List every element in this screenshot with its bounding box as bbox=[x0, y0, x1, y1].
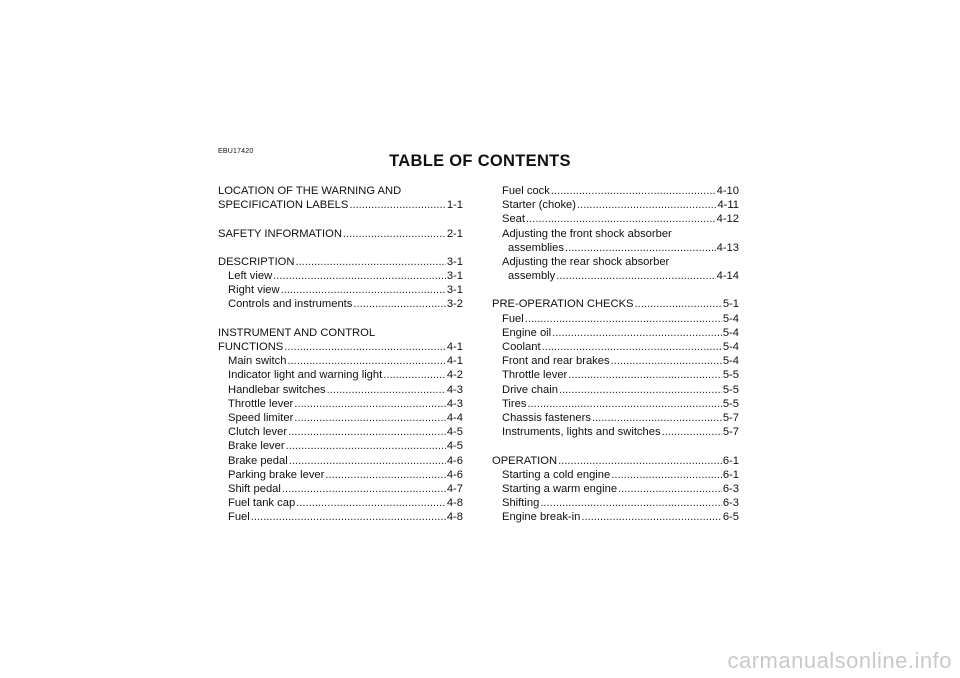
toc-entry-location-line1: LOCATION OF THE WARNING AND bbox=[218, 185, 402, 197]
toc-leader-dots bbox=[540, 496, 722, 510]
toc-label: FUNCTIONS bbox=[218, 341, 284, 354]
toc-page: 4-14 bbox=[716, 270, 739, 283]
toc-subentry[interactable] bbox=[492, 411, 739, 425]
toc-subentry[interactable] bbox=[492, 198, 739, 212]
toc-entry-front-shock-line1: Adjusting the front shock absorber bbox=[502, 227, 672, 240]
document-code: EBU17420 bbox=[218, 148, 254, 155]
toc-subentry[interactable] bbox=[492, 368, 739, 382]
toc-label: Front and rear brakes bbox=[502, 355, 610, 368]
toc-leader-dots bbox=[568, 368, 722, 382]
toc-label: Left view bbox=[228, 270, 273, 283]
toc-entry-operation[interactable] bbox=[492, 454, 739, 468]
toc-label: Clutch lever bbox=[228, 426, 288, 439]
toc-entry-pre-operation[interactable] bbox=[492, 298, 739, 312]
toc-label: Controls and instruments bbox=[228, 298, 353, 311]
toc-label: PRE-OPERATION CHECKS bbox=[492, 298, 634, 311]
toc-label: Brake pedal bbox=[228, 454, 288, 467]
toc-subentry[interactable] bbox=[218, 397, 463, 411]
toc-leader-dots bbox=[353, 297, 445, 311]
toc-label: Engine oil bbox=[502, 326, 552, 339]
toc-label: Speed limiter bbox=[228, 411, 294, 424]
toc-page: 4-4 bbox=[446, 411, 463, 424]
toc-page: 5-4 bbox=[722, 341, 739, 354]
toc-leader-dots bbox=[294, 397, 446, 411]
toc-label: Instruments, lights and switches bbox=[502, 426, 661, 439]
toc-leader-dots bbox=[296, 496, 446, 510]
toc-entry-instrument-line1: INSTRUMENT AND CONTROL bbox=[218, 326, 376, 339]
toc-subentry[interactable] bbox=[492, 510, 739, 524]
toc-leader-dots bbox=[289, 454, 446, 468]
toc-leader-dots bbox=[526, 212, 716, 226]
toc-subentry[interactable] bbox=[218, 425, 463, 439]
toc-page: 5-5 bbox=[722, 383, 739, 396]
toc-leader-dots bbox=[284, 340, 446, 354]
toc-subentry[interactable] bbox=[218, 383, 463, 397]
toc-page: 4-6 bbox=[446, 454, 463, 467]
toc-subentry[interactable] bbox=[218, 368, 463, 382]
toc-leader-dots bbox=[273, 269, 446, 283]
toc-leader-dots bbox=[251, 510, 446, 524]
toc-left-column bbox=[218, 184, 463, 525]
toc-page: 4-5 bbox=[446, 426, 463, 439]
toc-leader-dots bbox=[288, 425, 446, 439]
toc-leader-dots bbox=[618, 482, 722, 496]
toc-subentry[interactable] bbox=[492, 354, 739, 368]
toc-subentry[interactable] bbox=[218, 482, 463, 496]
toc-page: 6-1 bbox=[722, 454, 739, 467]
toc-subentry[interactable] bbox=[218, 269, 463, 283]
toc-subentry-rear-shock[interactable] bbox=[492, 269, 739, 283]
toc-leader-dots bbox=[577, 198, 716, 212]
toc-label: Tires bbox=[502, 397, 527, 410]
toc-leader-dots bbox=[281, 283, 446, 297]
toc-label: Brake lever bbox=[228, 440, 285, 453]
toc-label: Chassis fasteners bbox=[502, 411, 591, 424]
toc-subentry[interactable] bbox=[218, 354, 463, 368]
toc-label: DESCRIPTION bbox=[218, 255, 295, 268]
toc-page: 4-3 bbox=[446, 397, 463, 410]
toc-subentry[interactable] bbox=[492, 312, 739, 326]
toc-label: SPECIFICATION LABELS bbox=[218, 199, 349, 212]
toc-entry-rear-shock-line1: Adjusting the rear shock absorber bbox=[502, 255, 670, 268]
toc-subentry[interactable] bbox=[492, 383, 739, 397]
toc-page: 2-1 bbox=[446, 227, 463, 240]
toc-leader-dots bbox=[611, 354, 722, 368]
toc-page: 4-1 bbox=[446, 341, 463, 354]
toc-subentry[interactable] bbox=[218, 454, 463, 468]
toc-leader-dots bbox=[635, 297, 722, 311]
toc-page: 4-12 bbox=[716, 213, 739, 226]
toc-leader-dots bbox=[551, 184, 716, 198]
toc-label: SAFETY INFORMATION bbox=[218, 227, 342, 240]
toc-page: 5-4 bbox=[722, 312, 739, 325]
toc-subentry[interactable] bbox=[218, 510, 463, 524]
toc-page: 4-2 bbox=[446, 369, 463, 382]
toc-leader-dots bbox=[287, 354, 445, 368]
toc-leader-dots bbox=[559, 383, 722, 397]
toc-subentry[interactable] bbox=[492, 496, 739, 510]
toc-leader-dots bbox=[527, 397, 721, 411]
toc-leader-dots bbox=[542, 340, 722, 354]
toc-page: 6-1 bbox=[722, 468, 739, 481]
toc-label: Starter (choke) bbox=[502, 199, 576, 212]
toc-leader-dots bbox=[556, 269, 715, 283]
toc-leader-dots bbox=[581, 510, 721, 524]
toc-page: 3-1 bbox=[446, 284, 463, 297]
toc-leader-dots bbox=[282, 482, 446, 496]
toc-label: Seat bbox=[502, 213, 526, 226]
toc-page: 6-3 bbox=[722, 497, 739, 510]
toc-page: 4-5 bbox=[446, 440, 463, 453]
toc-label: Fuel bbox=[228, 511, 250, 524]
toc-label: Engine break-in bbox=[502, 511, 581, 524]
toc-page: 4-11 bbox=[717, 199, 739, 212]
toc-subentry[interactable] bbox=[492, 468, 739, 482]
toc-label: Indicator light and warning light bbox=[228, 369, 383, 382]
toc-label: Shifting bbox=[502, 497, 540, 510]
toc-page: 5-4 bbox=[722, 355, 739, 368]
toc-leader-dots bbox=[327, 383, 446, 397]
toc-entry-safety[interactable] bbox=[218, 227, 463, 241]
toc-leader-dots bbox=[343, 227, 446, 241]
toc-label: Fuel cock bbox=[502, 184, 550, 197]
toc-leader-dots bbox=[558, 454, 722, 468]
toc-page: 3-1 bbox=[446, 255, 463, 268]
toc-page: 6-5 bbox=[722, 511, 739, 524]
toc-label: Throttle lever bbox=[228, 397, 294, 410]
toc-label: Fuel bbox=[502, 312, 524, 325]
page-title: TABLE OF CONTENTS bbox=[389, 152, 571, 170]
toc-page: 3-2 bbox=[446, 298, 463, 311]
toc-label: Parking brake lever bbox=[228, 468, 325, 481]
toc-page: 4-8 bbox=[446, 511, 463, 524]
toc-page: 4-10 bbox=[716, 184, 739, 197]
toc-leader-dots bbox=[592, 411, 722, 425]
toc-subentry[interactable] bbox=[218, 439, 463, 453]
toc-page: 1-1 bbox=[446, 199, 463, 212]
toc-subentry-front-shock[interactable] bbox=[492, 241, 739, 255]
toc-page: 4-13 bbox=[716, 241, 739, 254]
watermark: carmanualsonline.info bbox=[727, 648, 952, 673]
toc-page: 4-3 bbox=[446, 383, 463, 396]
toc-leader-dots bbox=[383, 368, 446, 382]
toc-subentry[interactable] bbox=[492, 425, 739, 439]
toc-label: Drive chain bbox=[502, 383, 558, 396]
toc-entry-location[interactable] bbox=[218, 198, 463, 212]
toc-leader-dots bbox=[295, 255, 445, 269]
toc-page: 6-3 bbox=[722, 482, 739, 495]
toc-page: 5-5 bbox=[722, 397, 739, 410]
toc-label: Starting a warm engine bbox=[502, 482, 618, 495]
toc-subentry[interactable] bbox=[218, 411, 463, 425]
toc-leader-dots bbox=[662, 425, 722, 439]
toc-label: Right view bbox=[228, 284, 280, 297]
toc-leader-dots bbox=[325, 468, 445, 482]
toc-page: 5-5 bbox=[722, 369, 739, 382]
toc-leader-dots bbox=[552, 326, 722, 340]
toc-label: Main switch bbox=[228, 355, 287, 368]
toc-page: 4-7 bbox=[446, 482, 463, 495]
toc-entry-description[interactable] bbox=[218, 255, 463, 269]
toc-page: 4-6 bbox=[446, 468, 463, 481]
toc-leader-dots bbox=[286, 439, 446, 453]
toc-subentry[interactable] bbox=[492, 482, 739, 496]
toc-label: Fuel tank cap bbox=[228, 497, 296, 510]
toc-page: 5-7 bbox=[722, 426, 739, 439]
toc-label: Shift pedal bbox=[228, 482, 281, 495]
toc-page: 4-8 bbox=[446, 497, 463, 510]
toc-label: assemblies bbox=[508, 241, 564, 254]
toc-subentry[interactable] bbox=[218, 298, 463, 312]
toc-entry-instrument[interactable] bbox=[218, 340, 463, 354]
toc-page: 4-1 bbox=[446, 355, 463, 368]
toc-subentry[interactable] bbox=[492, 340, 739, 354]
toc-page: 5-4 bbox=[722, 326, 739, 339]
toc-label: assembly bbox=[508, 270, 556, 283]
toc-subentry[interactable] bbox=[492, 326, 739, 340]
toc-page: 3-1 bbox=[446, 270, 463, 283]
toc-subentry[interactable] bbox=[492, 212, 739, 226]
toc-subentry[interactable] bbox=[492, 184, 739, 198]
toc-label: OPERATION bbox=[492, 454, 558, 467]
toc-leader-dots bbox=[565, 241, 716, 255]
toc-label: Throttle lever bbox=[502, 369, 568, 382]
toc-page: 5-7 bbox=[722, 411, 739, 424]
toc-label: Handlebar switches bbox=[228, 383, 326, 396]
toc-subentry[interactable] bbox=[492, 397, 739, 411]
toc-subentry[interactable] bbox=[218, 496, 463, 510]
toc-right-column bbox=[492, 184, 739, 525]
toc-label: Coolant bbox=[502, 341, 541, 354]
toc-subentry[interactable] bbox=[218, 468, 463, 482]
toc-leader-dots bbox=[611, 468, 722, 482]
toc-page: 5-1 bbox=[722, 298, 739, 311]
toc-leader-dots bbox=[525, 312, 722, 326]
toc-subentry[interactable] bbox=[218, 283, 463, 297]
toc-leader-dots bbox=[294, 411, 446, 425]
toc-leader-dots bbox=[349, 198, 445, 212]
toc-label: Starting a cold engine bbox=[502, 468, 611, 481]
